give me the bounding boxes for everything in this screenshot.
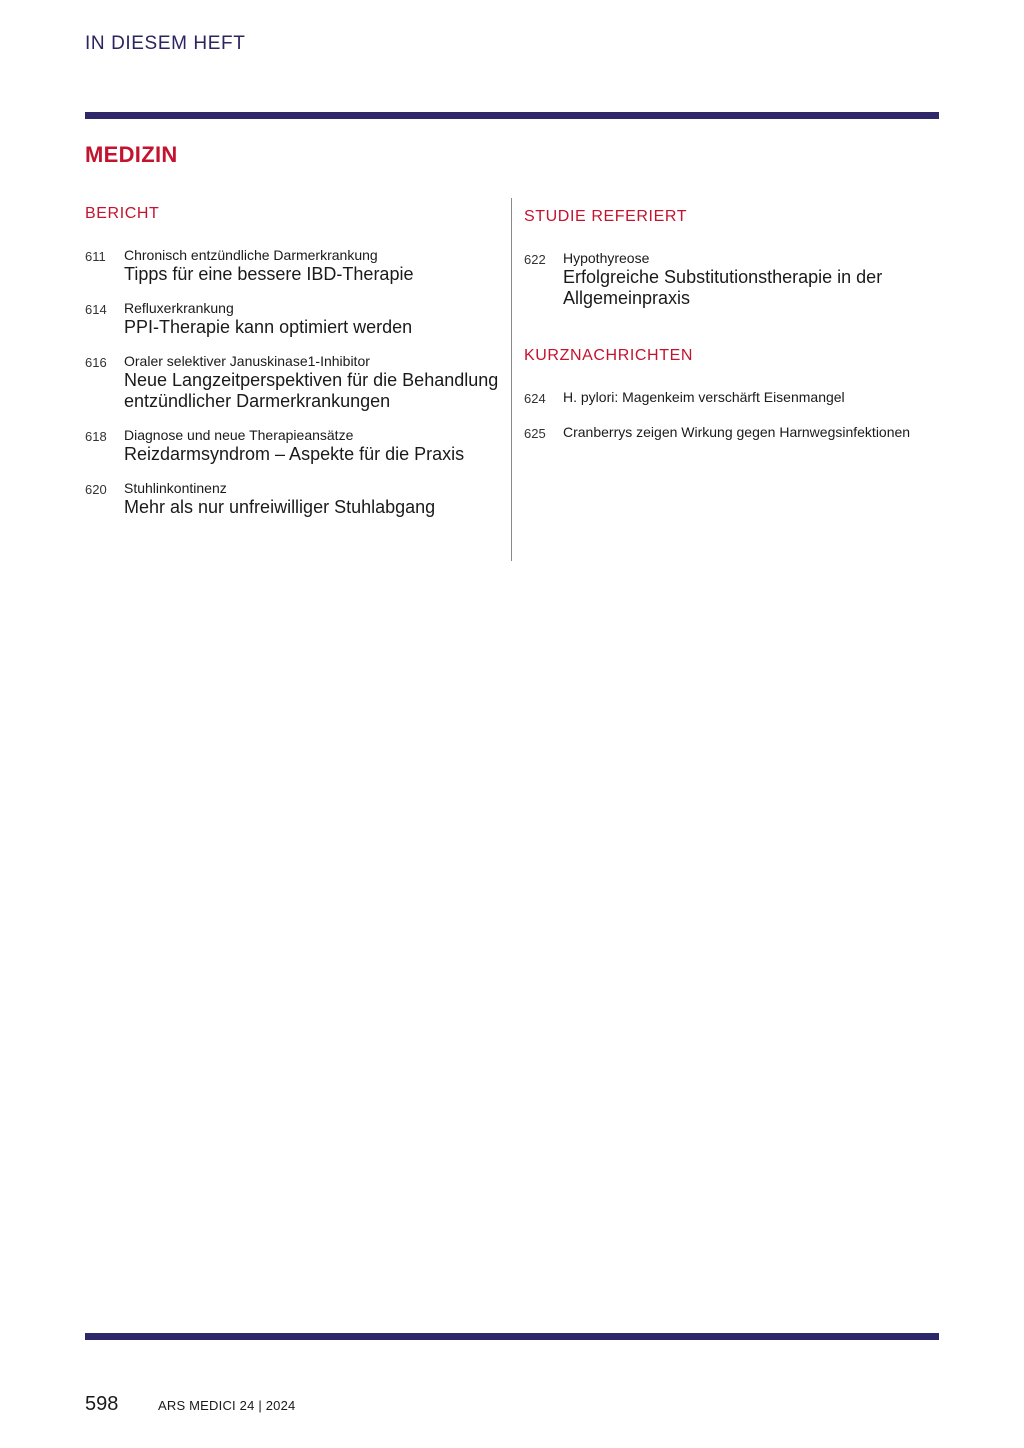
page-number: 616	[85, 355, 107, 370]
page-number: 611	[85, 249, 106, 264]
entry-title: Mehr als nur unfreiwilliger Stuhlabgang	[124, 497, 436, 517]
entry-kicker: Refluxerkrankung	[124, 300, 234, 316]
entry-title: Neue Langzeitperspektiven für die Behandlung entzündlicher Darmerkrankungen	[124, 370, 499, 411]
category-kurznachrichten: KURZNACHRICHTEN	[524, 347, 693, 364]
entry-kicker: Oraler selektiver Januskinase1-Inhibitor	[124, 353, 370, 369]
entry-title: Erfolgreiche Substitutionstherapie in der Allgemeinpraxis	[563, 267, 883, 308]
entry-kicker: H. pylori: Magenkeim verschärft Eisenmangel	[563, 389, 845, 405]
page-number: 614	[85, 302, 107, 317]
toc-entry[interactable]	[85, 427, 505, 465]
toc-entry[interactable]	[85, 300, 505, 338]
page-number: 625	[524, 426, 546, 441]
top-rule	[85, 112, 939, 119]
page-kicker: IN DIESEM HEFT	[85, 33, 246, 54]
column-divider	[511, 198, 512, 561]
toc-entry[interactable]	[524, 250, 944, 309]
page-number: 624	[524, 391, 546, 406]
entry-kicker: Cranberrys zeigen Wirkung gegen Harnwegsinfektionen	[563, 424, 911, 440]
category-studie-referiert: STUDIE REFERIERT	[524, 208, 688, 225]
right-column	[524, 208, 944, 459]
footer-magazine-issue: ARS MEDICI 24 | 2024	[158, 1398, 296, 1413]
page-number: 622	[524, 252, 546, 267]
entry-kicker: Chronisch entzündliche Darmerkrankung	[124, 247, 378, 263]
footer-page-number: 598	[85, 1393, 119, 1415]
entry-title: Tipps für eine bessere IBD-Therapie	[124, 264, 414, 284]
toc-entry[interactable]	[524, 389, 944, 406]
category-bericht: BERICHT	[85, 205, 160, 222]
entry-kicker: Hypothyreose	[563, 250, 650, 266]
left-column	[85, 205, 505, 533]
toc-entry[interactable]	[85, 247, 505, 285]
entry-title: PPI-Therapie kann optimiert werden	[124, 317, 413, 337]
page-number: 618	[85, 429, 107, 444]
section-title: MEDIZIN	[85, 142, 178, 167]
entry-kicker: Stuhlinkontinenz	[124, 480, 227, 496]
page-number: 620	[85, 482, 107, 497]
bottom-rule	[85, 1333, 939, 1340]
news-list	[524, 389, 944, 441]
toc-entry[interactable]	[85, 353, 505, 412]
entry-kicker: Diagnose und neue Therapieansätze	[124, 427, 354, 443]
entry-title: Reizdarmsyndrom – Aspekte für die Praxis	[124, 444, 465, 464]
toc-entry[interactable]	[85, 480, 505, 518]
toc-entry[interactable]	[524, 424, 944, 441]
